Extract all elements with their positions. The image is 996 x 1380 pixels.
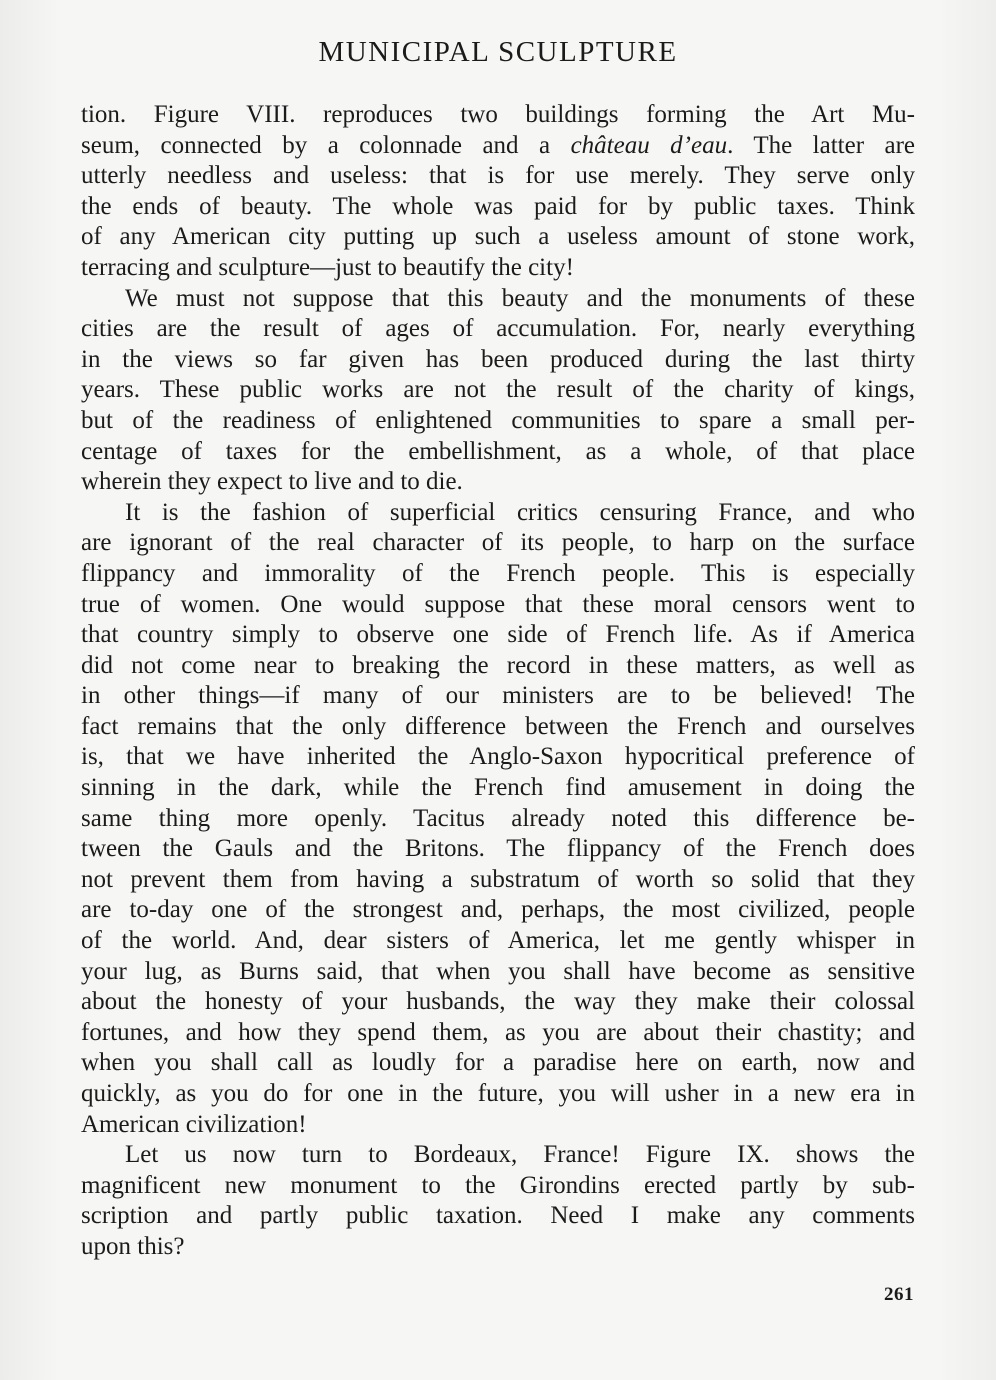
text-line: scription and partly public taxation. Need I make any comments [81,1202,915,1230]
italic-phrase: château d’eau [570,131,728,159]
text-line: terracing and sculpture—just to beautify the city! [81,253,574,281]
paragraph-4 [81,1140,915,1262]
text-line: We must not suppose that this beauty and the monuments of these [125,284,915,312]
text-line: true of women. One would suppose that these moral censors went to [81,590,915,618]
text-line: of the world. And, dear sisters of America, let me gently whisper in [81,927,915,955]
paragraph-1 [81,100,915,284]
text-line: American civilization! [81,1110,307,1138]
text-line: upon this? [81,1232,185,1260]
running-head: MUNICIPAL SCULPTURE [318,36,678,68]
text-line: is, that we have inherited the Anglo-Saxon hypocritical preference of [81,743,915,771]
text-line: in the views so far given has been produced during the last thirty [81,345,915,373]
body-text [81,100,915,1263]
text-line: centage of taxes for the embellishment, as a whole, of that place [81,437,915,465]
text-line: quickly, as you do for one in the future, you will usher in a new era in [81,1080,915,1107]
text-line: magnificent new monument to the Girondins erected partly by sub- [81,1171,915,1199]
text-line: did not come near to breaking the record in these matters, as well as [81,651,915,679]
text-line: in other things—if many of our ministers are to be believed! The [81,682,915,710]
text-line: It is the fashion of superficial critics censuring France, and who [125,498,915,526]
paragraph-3 [81,498,915,1140]
page-number: 261 [884,1284,914,1305]
text-line: are ignorant of the real character of its people, to harp on the surface [81,529,915,557]
text-line: fact remains that the only difference between the French and ourselves [81,712,915,740]
text-line [81,131,915,162]
text-line: not prevent them from having a substratum of worth so solid that they [81,865,915,893]
text-line: but of the readiness of enlightened communities to spare a small per- [81,406,915,434]
text-line: tween the Gauls and the Britons. The flippancy of the French does [81,835,915,863]
text-line: sinning in the dark, while the French find amusement in doing the [81,774,915,802]
text-line: years. These public works are not the result of the charity of kings, [81,376,915,404]
text-line: flippancy and immorality of the French people. This is especially [81,559,915,587]
text-line: tion. Figure VIII. reproduces two buildings forming the Art Mu- [81,101,915,128]
text-line: when you shall call as loudly for a paradise here on earth, now and [81,1049,915,1077]
text-line: of any American city putting up such a useless amount of stone work, [81,223,915,251]
text-line: are to-day one of the strongest and, perhaps, the most civilized, people [81,896,915,924]
text-line: fortunes, and how they spend them, as you are about their chastity; and [81,1018,915,1046]
text-line: that country simply to observe one side of French life. As if America [81,621,915,649]
paragraph-2 [81,284,915,498]
text-line: wherein they expect to live and to die. [81,468,463,496]
text-line: cities are the result of ages of accumulation. For, nearly everything [81,315,915,343]
text-line: Let us now turn to Bordeaux, France! Figure IX. shows the [125,1141,915,1169]
text-line: utterly needless and useless: that is for use merely. They serve only [81,162,915,190]
text-segment: seum, connected by a colonnade and a [81,131,571,159]
text-segment: . The latter are [727,131,915,159]
text-line: about the honesty of your husbands, the way they make their colossal [81,988,915,1016]
text-line: your lug, as Burns said, that when you shall have become as sensitive [81,957,915,985]
text-line: the ends of beauty. The whole was paid for by public taxes. Think [81,192,915,220]
text-line: same thing more openly. Tacitus already noted this difference be- [81,804,915,832]
